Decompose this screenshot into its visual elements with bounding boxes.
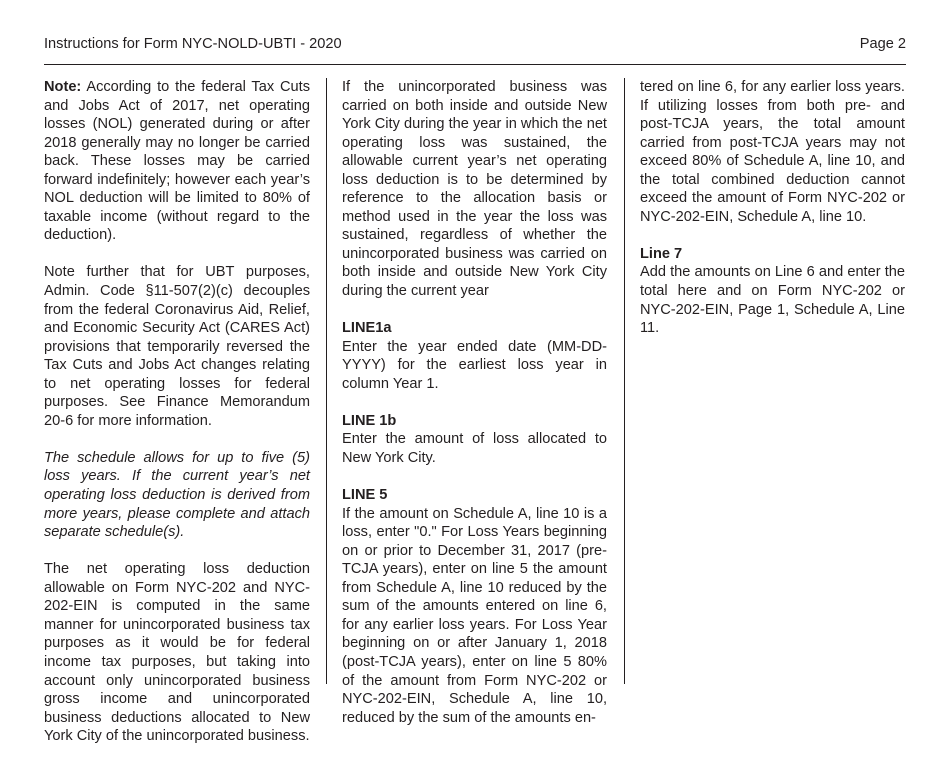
line-1a-section bbox=[342, 319, 607, 393]
line-7-heading: Line 7 bbox=[640, 245, 683, 262]
line-5-continued: tered on line 6, for any earlier loss years. If utilizing losses from both pre- and post-TCJA years, the total amount carried from post-TCJA years may not exceed 80% of Schedule A, line 10, and the total combined deduction cannot exceed the amount of Form NYC-202 or NYC-202-EIN, Schedule A, line 10. bbox=[640, 79, 905, 225]
line-1b-text: Enter the amount of loss allocated to New York City. bbox=[342, 431, 607, 466]
document-title: Instructions for Form NYC-NOLD-UBTI - 2020 bbox=[44, 36, 342, 52]
allocation-paragraph: If the unincorporated business was carried on both inside and outside New York City during the year in which the net operating loss was sustained, the allowable current year’s net operating loss deduction is to be determined by reference to the allocation basis or method used in the year the loss was sustained, regardless of whether the unincorporated business was carried on both inside and outside New York City during the current year bbox=[342, 79, 607, 300]
column-3 bbox=[640, 78, 905, 356]
line-1b-heading: LINE 1b bbox=[342, 412, 397, 429]
line-7-section bbox=[640, 245, 905, 338]
column-divider-2 bbox=[624, 78, 625, 684]
note-label: Note: bbox=[44, 79, 82, 95]
line-1b-section bbox=[342, 412, 607, 468]
page-header bbox=[44, 36, 906, 65]
ubt-decoupling-paragraph: Note further that for UBT purposes, Admin. Code §11-507(2)(c) decouples from the federal Coronavirus Aid, Relief, and Economic Security Act (CARES Act) provisions that temporarily reversed the Tax Cuts and Jobs Act changes relating to net operating losses for federal purposes. See Finance Memorandum 20-6 for more information. bbox=[44, 264, 310, 429]
line-7-text: Add the amounts on Line 6 and enter the total here and on Form NYC-202 or NYC-202-EIN, Page 1, Schedule A, Line 11. bbox=[640, 264, 905, 337]
note-text: According to the federal Tax Cuts and Jobs Act of 2017, net operating losses (NOL) generated during or after 2018 generally may no longer be carried back. These losses may be carried forward indefinitely; however each year’s NOL deduction will be limited to 80% of taxable income (without regard to the deduction). bbox=[44, 79, 310, 244]
schedule-limit-paragraph: The schedule allows for up to five (5) loss years. If the current year’s net operating loss deduction is derived from more years, please complete and attach separate schedule(s). bbox=[44, 449, 310, 541]
page-number: Page 2 bbox=[859, 36, 906, 52]
line-1a-heading: LINE1a bbox=[342, 320, 392, 337]
note-paragraph bbox=[44, 78, 310, 245]
line-5-heading: LINE 5 bbox=[342, 487, 388, 504]
column-1 bbox=[44, 78, 310, 764]
nol-computation-paragraph: The net operating loss deduction allowable on Form NYC-202 and NYC-202-EIN is computed in the same manner for unincorporated business tax purposes as it would be for federal income tax purposes, but taking into account only unincorporated business gross income and unincorporated business deductions allocated to New York City of the unincorporated business. bbox=[44, 561, 310, 745]
line-1a-text: Enter the year ended date (MM-DD-YYYY) for the earliest loss year in column Year 1. bbox=[342, 338, 607, 392]
column-divider-1 bbox=[326, 78, 327, 684]
column-2 bbox=[342, 78, 607, 746]
line-5-text: If the amount on Schedule A, line 10 is a loss, enter "0." For Loss Years beginning on or prior to December 31, 2017 (pre-TCJA years), enter on line 5 the amount from Schedule A, line 10 reduced by the sum of the amounts entered on line 6, for any earlier loss years. For Loss Year beginning on or after January 1, 2018 (post-TCJA years), enter on line 5 80% of the amount from Form NYC-202 or NYC-202-EIN, Schedule A, line 10, reduced by the sum of the amounts en- bbox=[342, 505, 607, 726]
line-5-section bbox=[342, 486, 607, 727]
